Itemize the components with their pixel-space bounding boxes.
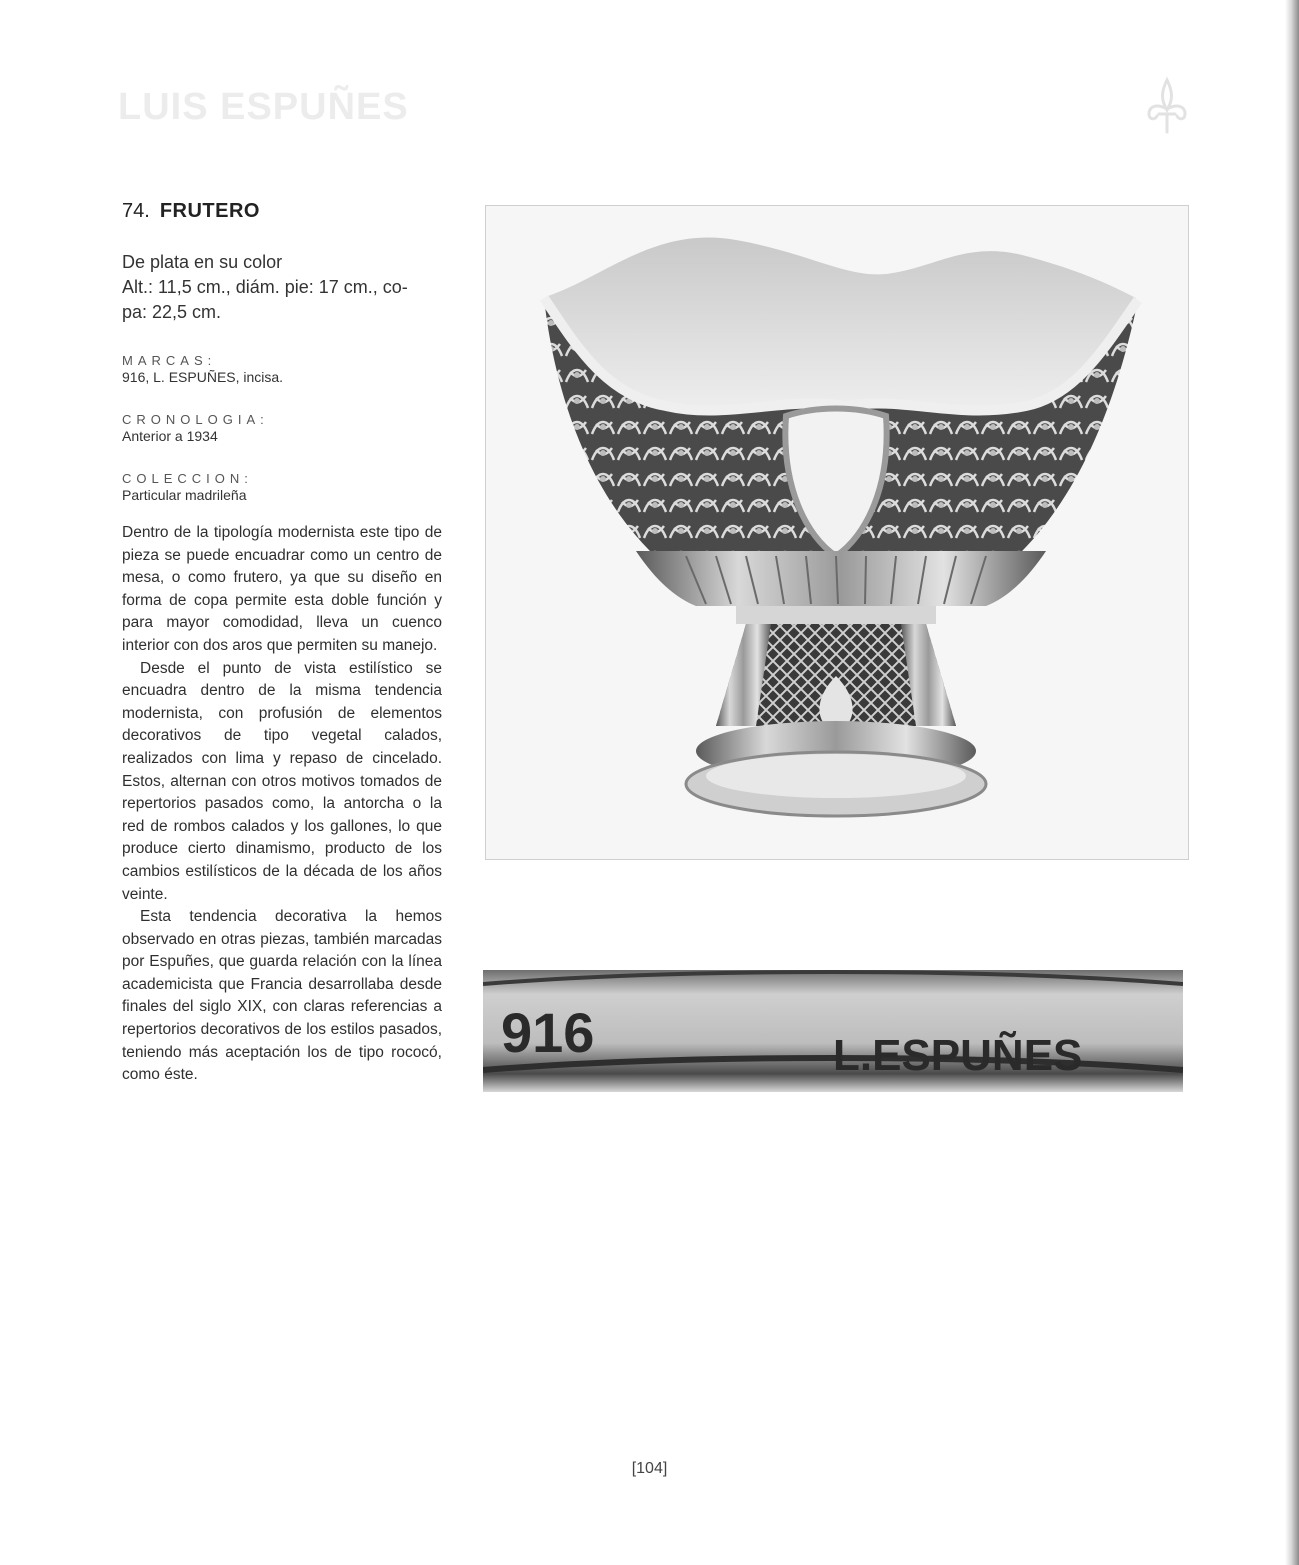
paragraph: Desde el punto de vista estilístico se encuadra dentro de la misma tendencia modernista, con profusión de elementos decorativos de tipo vegetal calados, realizados con lima y repaso de cincelado. Estos, alternan con otros motivos tomados de repertorios pasados como, la antorcha o la red de rombos calados y los gallones, lo que produce cierto dinamismo, producto de los cambios estilísticos de la década de los años veinte. — [122, 659, 442, 903]
entry-number: 74. — [122, 200, 150, 222]
field-value: Particular madrileña — [122, 487, 247, 503]
paragraph: Esta tendencia decorativa la hemos observado en otras piezas, también marcadas por Espuñes, que guarda relación con la línea academicista que Francia desarrollaba desde finales del siglo XIX, con claras referencias a repertorios decorativos de los estilos pasados, teniendo más aceptación los de tipo rococó, como éste. — [122, 908, 442, 1084]
field-value: 916, L. ESPUÑES, incisa. — [122, 369, 284, 385]
book-spine-shadow — [1285, 0, 1299, 1565]
field-label: MARCAS: — [122, 353, 217, 368]
hallmark-916: 916 — [501, 1001, 595, 1064]
field-value: Anterior a 1934 — [122, 428, 218, 444]
materials-line: De plata en su color — [122, 252, 283, 272]
hallmarks-photo — [483, 970, 1183, 1092]
fruit-bowl-photo — [485, 205, 1189, 860]
page-number: [104] — [631, 1460, 668, 1477]
dimensions-line: pa: 22,5 cm. — [122, 302, 222, 322]
field-label: CRONOLOGIA: — [122, 412, 269, 427]
collection-field — [122, 470, 444, 504]
marks-field — [122, 352, 444, 386]
entry-name: FRUTERO — [159, 200, 260, 222]
running-header-title: LUIS ESPUÑES — [118, 86, 409, 128]
entry-description — [122, 522, 442, 1087]
materials-dimensions — [122, 250, 444, 325]
hallmark-espunes: L.ESPUÑES — [833, 1031, 1083, 1080]
fleur-de-lis-icon — [1143, 74, 1191, 138]
entry-heading — [122, 200, 260, 223]
field-label: COLECCION: — [122, 471, 253, 486]
dimensions-line: Alt.: 11,5 cm., diám. pie: 17 cm., co- — [122, 277, 408, 297]
paragraph: Dentro de la tipología modernista este tipo de pieza se puede encuadrar como un centro de mesa, o como frutero, ya que su diseño en forma de copa permite esta doble función y para mayor comodidad, lleva un cuenco interior con dos aros que permiten su manejo. — [122, 524, 442, 654]
chronology-field — [122, 411, 444, 445]
